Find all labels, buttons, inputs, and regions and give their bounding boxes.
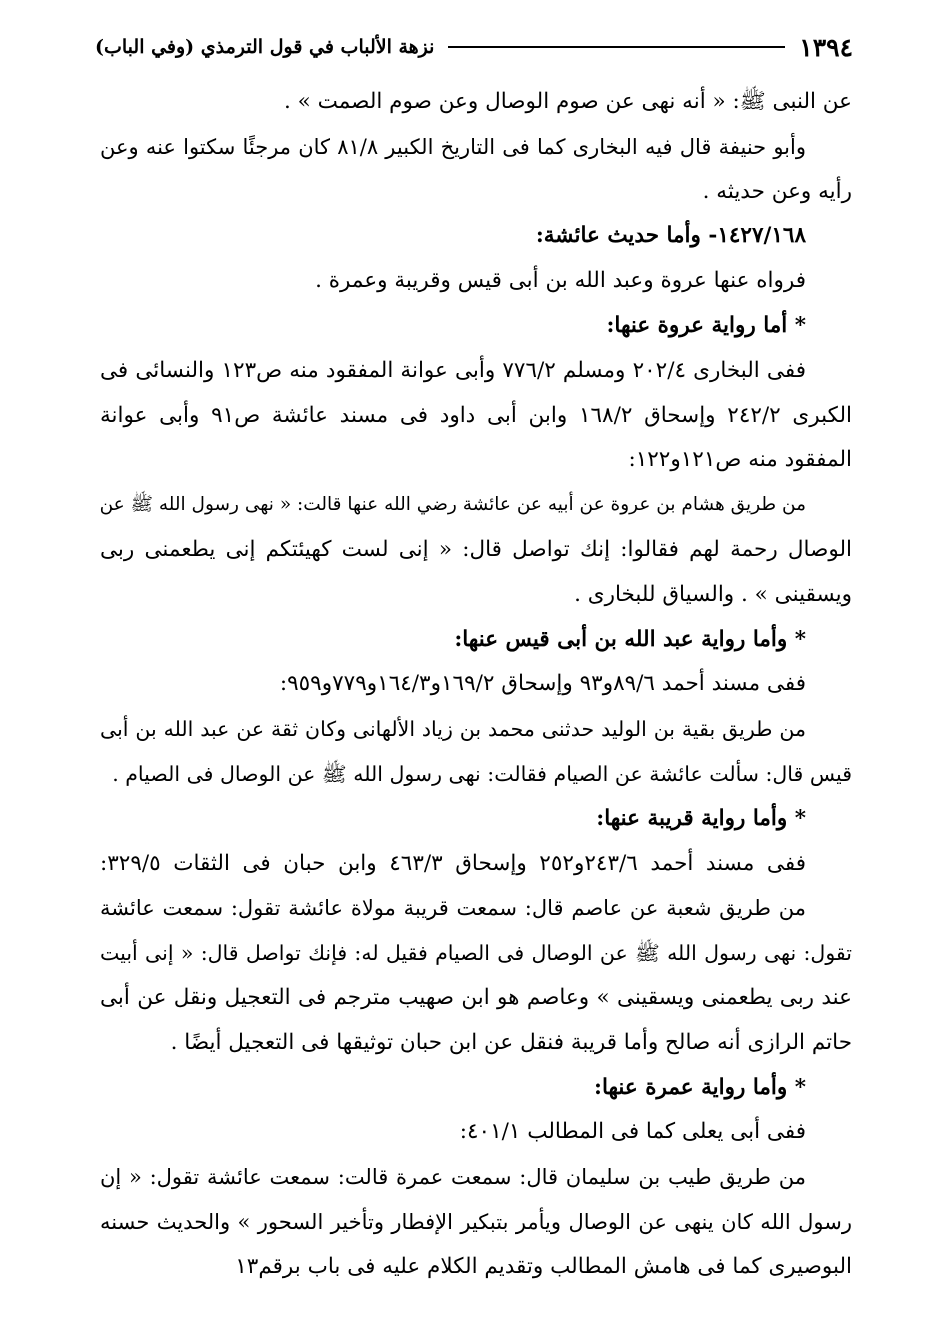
- header-rule: [448, 46, 785, 48]
- text-line: من طريق طيب بن سليمان قال: سمعت عمرة قالت: سمعت عائشة تقول: « إن: [100, 1165, 806, 1190]
- text-line: ويسقينى » . والسياق للبخارى .: [574, 581, 852, 607]
- text-line: قيس قال: سألت عائشة عن الصيام فقالت: نهى رسول الله ﷺ عن الوصال فى الصيام .: [112, 761, 852, 786]
- text-line: ففى أبى يعلى كما فى المطالب ٤٠١/١:: [459, 1119, 806, 1145]
- text-line: رأيه وعن حديثه .: [702, 178, 852, 204]
- page-header: [95, 30, 853, 64]
- section-heading: * وأما رواية عمرة عنها:: [594, 1074, 806, 1100]
- text-line: من طريق شعبة عن عاصم قال: سمعت قريبة مولاة عائشة تقول: سمعت عائشة: [100, 896, 806, 921]
- text-line: عند ربى يطعمنى ويسقينى » وعاصم هو ابن صهيب مترجم فى التعجيل ونقل عن أبى: [100, 984, 852, 1010]
- text-line: ففى مسند أحمد ٢٤٣/٦و٢٥٢ وإسحاق ٤٦٣/٣ وابن حبان فى الثقات ٣٢٩/٥:: [100, 850, 807, 876]
- section-heading: ١٤٢٧/١٦٨- وأما حديث عائشة:: [535, 223, 806, 249]
- text-line: ففى البخارى ٢٠٢/٤ ومسلم ٧٧٦/٢ وأبى عوانة المفقود منه ص١٢٣ والنسائى فى: [100, 357, 806, 383]
- text-line: من طريق هشام بن عروة عن أبيه عن عائشة رضي الله عنها قالت: « نهى رسول الله ﷺ عن: [100, 494, 806, 516]
- text-line: الكبرى ٢٤٢/٢ وإسحاق ١٦٨/٢ وابن أبى داود فى مسند عائشة ص٩١ وأبى عوانة: [100, 402, 852, 428]
- text-line: وأبو حنيفة قال فيه البخارى كما فى التاريخ الكبير ٨١/٨ كان مرجئًا سكتوا عنه وعن: [100, 134, 806, 159]
- section-heading: * وأما رواية عبد الله بن أبى قيس عنها:: [454, 626, 806, 652]
- section-heading: * وأما رواية قريبة عنها:: [596, 805, 806, 831]
- text-line: من طريق بقية بن الوليد حدثنى محمد بن زياد الألهانى وكان ثقة عن عبد الله بن أبى: [100, 717, 806, 742]
- text-line: فرواه عنها عروة وعبد الله بن أبى قيس وقريبة وعمرة .: [315, 268, 806, 294]
- text-line: البوصيرى كما فى هامش المطالب وتقديم الكلام عليه فى باب برقم١٣: [235, 1253, 852, 1279]
- text-line: الوصال رحمة لهم فقالوا: إنك تواصل قال: « إنى لست كهيئتكم إنى يطعمنى ربى: [100, 536, 852, 562]
- text-line: تقول: نهى رسول الله ﷺ عن الوصال فى الصيام فقيل له: فإنك تواصل قال: « إنى أبيت: [100, 941, 852, 966]
- text-line: عن النبى ﷺ: « أنه نهى عن صوم الوصال وعن صوم الصمت » .: [283, 89, 852, 114]
- text-line: المفقود منه ص١٢١و١٢٢:: [628, 447, 852, 473]
- page-number: ١٣٩٤: [799, 32, 853, 62]
- running-title: نزهة الألباب في قول الترمذي (وفي الباب): [95, 36, 435, 58]
- text-line: رسول الله كان ينهى عن الوصال ويأمر بتبكير الإفطار وتأخير السحور » والحديث حسنه: [100, 1209, 852, 1234]
- text-line: ففى مسند أحمد ٨٩/٦و٩٣ وإسحاق ١٦٩/٢و١٦٤/٣و٧٧٩و٩٥٩:: [279, 671, 806, 697]
- text-line: حاتم الرازى أنه صالح وأما قريبة فنقل عن ابن حبان توثيقها فى التعجيل أيضًا .: [170, 1029, 852, 1055]
- section-heading: * أما رواية عروة عنها:: [606, 312, 806, 338]
- page-body: [100, 80, 852, 1290]
